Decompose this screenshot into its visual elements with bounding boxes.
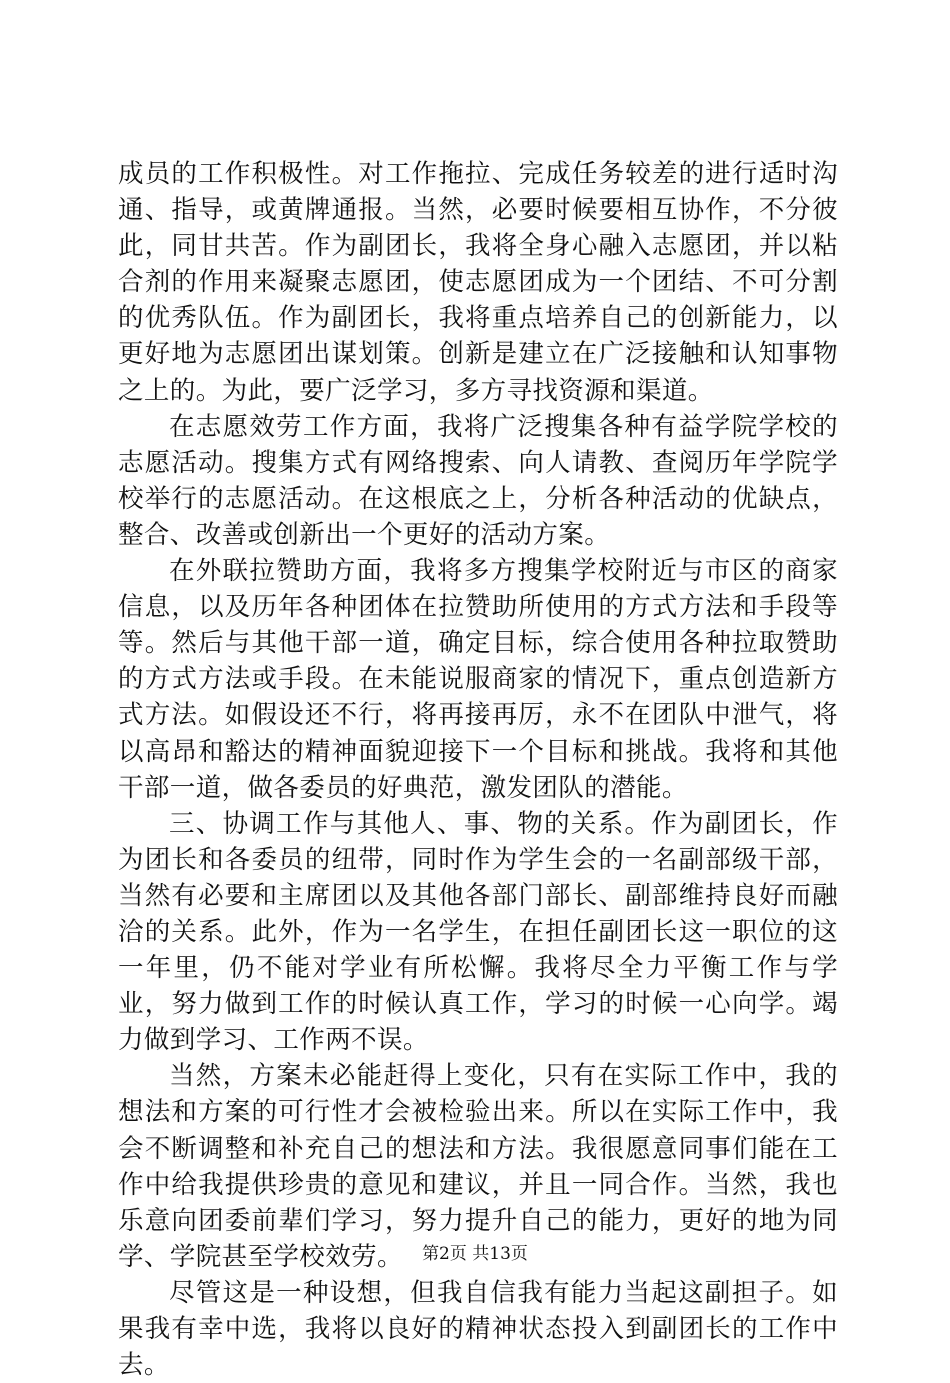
paragraph-3: 在外联拉赞助方面，我将多方搜集学校附近与市区的商家信息，以及历年各种团体在拉赞助所使用的方式方法和手段等等。然后与其他干部一道，确定目标，综合使用各种拉取赞助的方式方法或手段。在未能说服商家的情况下，重点创造新方式方法。如假设还不行，将再接再厉，永不在团队中泄气，将以高昂和豁达的精神面貌迎接下一个目标和挑战。我将和其他干部一道，做各委员的好典范，激发团队的潜能。	[118, 556, 838, 803]
page-number-footer: 第2页 共13页	[422, 1244, 528, 1264]
paragraph-4: 三、协调工作与其他人、事、物的关系。作为副团长，作为团长和各委员的纽带，同时作为学生会的一名副部级干部，当然有必要和主席团以及其他各部门部长、副部维持良好而融洽的关系。此外，作为一名学生，在担任副团长这一职位的这一年里，仍不能对学业有所松懈。我将尽全力平衡工作与学业，努力做到工作的时候认真工作，学习的时候一心向学。竭力做到学习、工作两不误。	[118, 808, 838, 1056]
paragraph-2: 在志愿效劳工作方面，我将广泛搜集各种有益学院学校的志愿活动。搜集方式有网络搜索、向人请教、查阅历年学院学校举行的志愿活动。在这根底之上，分析各种活动的优缺点，整合、改善或创新出一个更好的活动方案。	[118, 411, 838, 550]
paragraph-6: 尽管这是一种设想，但我自信我有能力当起这副担子。如果我有幸中选，我将以良好的精神状态投入到副团长的工作中去。	[118, 1277, 838, 1381]
paragraph-1: 成员的工作积极性。对工作拖拉、完成任务较差的进行适时沟通、指导，或黄牌通报。当然，必要时候要相互协作，不分彼此，同甘共苦。作为副团长，我将全身心融入志愿团，并以粘合剂的作用来凝聚志愿团，使志愿团成为一个团结、不可分割的优秀队伍。作为副团长，我将重点培养自己的创新能力，以更好地为志愿团出谋划策。创新是建立在广泛接触和认知事物之上的。为此，要广泛学习，多方寻找资源和渠道。	[118, 159, 838, 406]
document-body	[118, 156, 838, 1383]
paragraph-5: 当然，方案未必能赶得上变化，只有在实际工作中，我的想法和方案的可行性才会被检验出来。所以在实际工作中，我会不断调整和补充自己的想法和方法。我很愿意同事们能在工作中给我提供珍贵的意见和建议，并且一同合作。当然，我也乐意向团委前辈们学习，努力提升自己的能力，更好的地为同学、学院甚至学校效劳。	[118, 1061, 838, 1272]
